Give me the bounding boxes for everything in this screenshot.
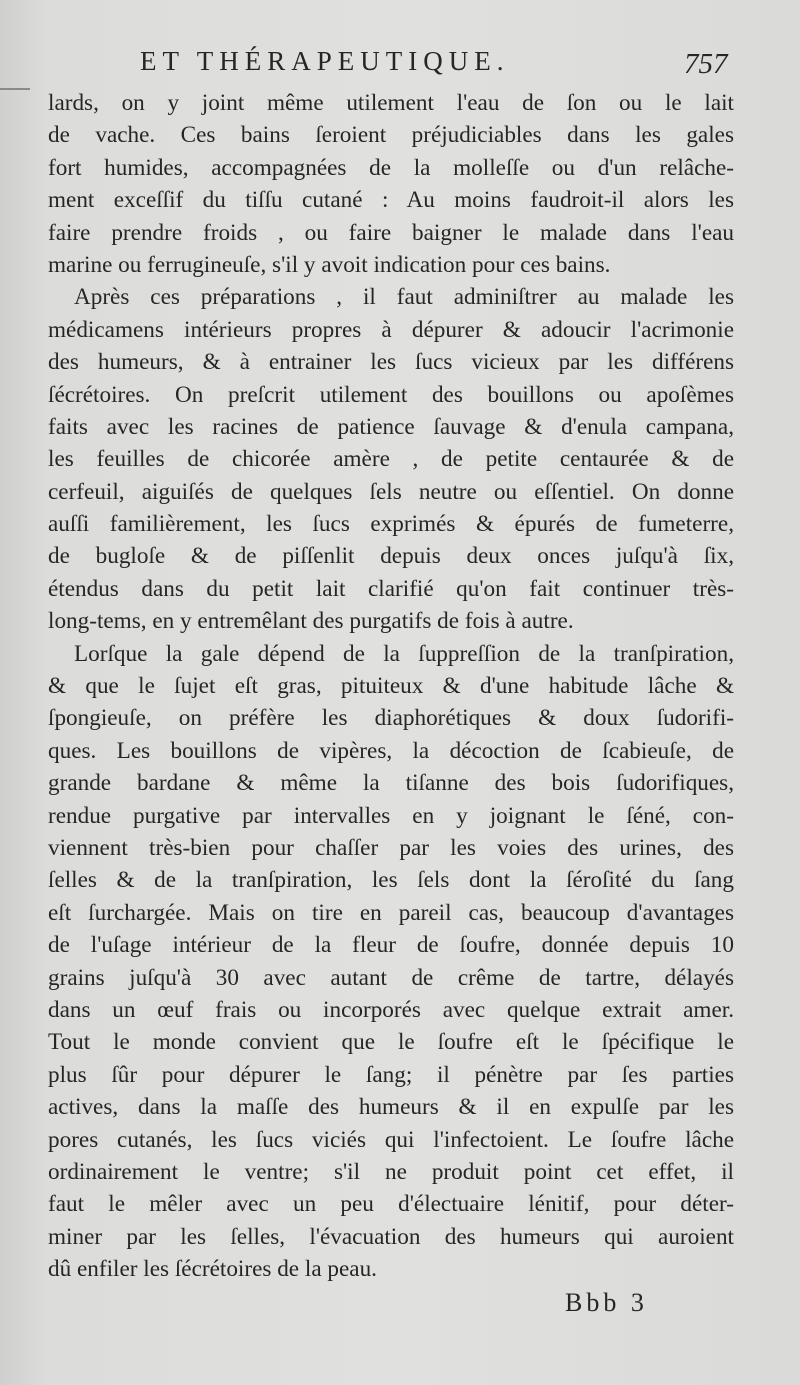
text-line: de bugloſe & de piſſenlit depuis deux onces juſqu'à ſix, [48,543,734,570]
text-line: ſelles & de la tranſpiration, les ſels dont la ſéroſité du ſang [48,867,734,894]
text-line: grains juſqu'à 30 avec autant de crême de tartre, délayés [48,964,734,991]
text-line: ſécrétoires. On preſcrit utilement des bouillons ou apoſèmes [48,381,734,408]
body-text [48,87,734,1285]
text-line: cerfeuil, aiguiſés de quelques ſels neutre ou eſſentiel. On donne [48,478,734,505]
text-line: Après ces préparations , il faut adminiſtrer au malade les [74,284,734,311]
text-line: ordinairement le ventre; s'il ne produit point cet effet, il [48,1158,734,1185]
text-line: Lorſque la gale dépend de la ſuppreſſion de la tranſpiration, [74,640,734,667]
margin-rule [0,88,30,90]
running-head [0,46,800,86]
running-title: ET THÉRAPEUTIQUE. [140,46,510,76]
text-line: les feuilles de chicorée amère , de petite centaurée & de [48,446,734,473]
text-line: de l'uſage intérieur de la fleur de ſoufre, donnée depuis 10 [48,932,734,959]
text-line: de vache. Ces bains ſeroient préjudiciables dans les gales [48,122,734,149]
text-line: marine ou ferrugineuſe, s'il y avoit indication pour ces bains. [48,251,611,278]
text-line: faire prendre froids , ou faire baigner le malade dans l'eau [48,219,734,246]
signature-mark: Bbb 3 [565,1288,648,1317]
text-line: ſpongieuſe, on préfère les diaphorétiques & doux ſudorifi- [48,705,734,732]
text-line: viennent très-bien pour chaſſer par les voies des urines, des [48,834,734,861]
text-line: lards, on y joint même utilement l'eau de ſon ou le lait [48,90,734,116]
text-line: miner par les ſelles, l'évacuation des humeurs qui auroient [48,1223,734,1250]
text-line: Tout le monde convient que le ſoufre eſt le ſpécifique le [48,1029,734,1056]
text-line: rendue purgative par intervalles en y joignant le ſéné, con- [48,802,734,829]
text-line: long-tems, en y entremêlant des purgatifs de fois à autre. [48,608,574,635]
text-line: faut le mêler avec un peu d'électuaire lénitif, pour déter- [48,1191,734,1218]
text-line: fort humides, accompagnées de la molleſſe ou d'un relâche- [48,154,734,181]
text-line: faits avec les racines de patience ſauvage & d'enula campana, [48,413,734,440]
text-line: ment exceſſif du tiſſu cutané : Au moins faudroit-il alors les [48,187,734,214]
text-line: des humeurs, & à entrainer les ſucs vicieux par les différens [48,349,734,376]
text-line: eſt ſurchargée. Mais on tire en pareil cas, beaucoup d'avantages [48,899,734,926]
page-number: 757 [684,48,728,80]
text-line: médicamens intérieurs propres à dépurer & adoucir l'acrimonie [48,316,734,343]
text-line: auſſi familièrement, les ſucs exprimés & épurés de fumeterre, [48,511,734,538]
text-line: dû enfiler les ſécrétoires de la peau. [48,1256,377,1283]
text-line: plus ſûr pour dépurer le ſang; il pénètre par ſes parties [48,1061,734,1088]
text-line: & que le ſujet eſt gras, pituiteux & d'une habitude lâche & [48,673,734,700]
text-line: ques. Les bouillons de vipères, la décoction de ſcabieuſe, de [48,737,734,764]
text-line: étendus dans du petit lait clarifié qu'on fait continuer très- [48,575,734,602]
text-line: grande bardane & même la tiſanne des bois ſudorifiques, [48,770,734,797]
text-line: pores cutanés, les ſucs viciés qui l'infectoient. Le ſoufre lâche [48,1126,734,1153]
text-line: actives, dans la maſſe des humeurs & il en expulſe par les [48,1094,734,1121]
text-line: dans un œuf frais ou incorporés avec quelque extrait amer. [48,996,734,1023]
